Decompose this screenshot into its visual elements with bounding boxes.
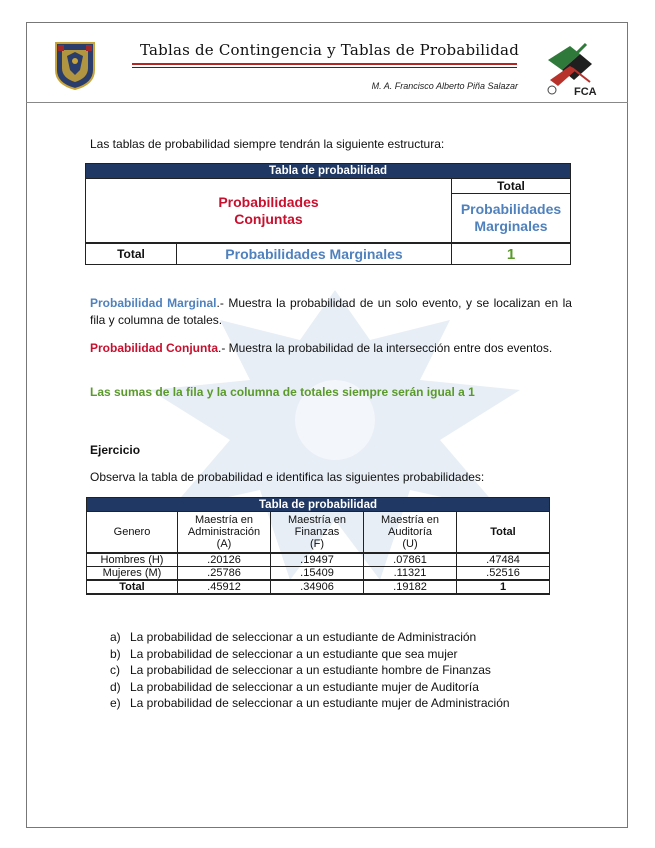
exercise-table-title: Tabla de probabilidad (87, 498, 550, 512)
cell-value: .20126 (178, 553, 271, 567)
total-cell-a: .45912 (178, 580, 271, 594)
title-underline-dark (132, 67, 517, 68)
grand-total: 1 (457, 580, 550, 594)
total-cell-f: .34906 (271, 580, 364, 594)
table-row (87, 567, 550, 581)
grand-total-cell: 1 (452, 243, 571, 265)
joint-term: Probabilidad Conjunta (90, 341, 218, 355)
corner-header: Genero (87, 512, 178, 554)
question-letter: c) (110, 663, 120, 677)
col-u-line-2: Auditoría (387, 526, 433, 538)
row-total: .47484 (457, 553, 550, 567)
question-text: La probabilidad de seleccionar a un estudiante hombre de Finanzas (130, 663, 491, 677)
row-total: .52516 (457, 567, 550, 581)
col-u-line-1: Maestría en (380, 514, 440, 526)
col-u-line-3: (U) (402, 538, 418, 550)
document-title: Tablas de Contingencia y Tablas de Probabilidad (140, 41, 520, 59)
cell-value: .15409 (271, 567, 364, 581)
fca-logo-text: FCA (574, 86, 597, 98)
row-label: Hombres (H) (87, 553, 178, 567)
marginal-term: Probabilidad Marginal (90, 296, 217, 310)
list-item (110, 662, 510, 679)
cell-value: .07861 (364, 553, 457, 567)
question-letter: e) (110, 696, 121, 710)
exercise-probability-table (86, 497, 550, 595)
unam-crest-logo (52, 40, 98, 90)
col-f-line-1: Maestría en (287, 514, 347, 526)
joint-probabilities-cell (86, 179, 452, 244)
total-row-label: Total (87, 580, 178, 594)
total-cell-u: .19182 (364, 580, 457, 594)
marginal-row-cell: Probabilidades Marginales (177, 243, 452, 265)
question-letter: d) (110, 679, 121, 694)
joint-line-1: Probabilidades (218, 193, 319, 210)
structure-total-header: Total (452, 179, 571, 194)
structure-total-row-label: Total (86, 243, 177, 265)
marginal-text: .- Muestra la probabilidad de un solo evento, y se localizan en la fila y columna de totales. (90, 296, 572, 327)
question-letter: a) (110, 630, 121, 644)
total-row (87, 580, 550, 594)
marginal-col-line-2: Marginales (474, 218, 548, 234)
question-letter: b) (110, 646, 121, 661)
structure-table-title: Tabla de probabilidad (86, 164, 571, 179)
column-header-f (271, 512, 364, 554)
question-text: La probabilidad de seleccionar a un estudiante mujer de Auditoría (130, 679, 479, 694)
table-row (87, 553, 550, 567)
total-column-header: Total (457, 512, 550, 554)
author-name: M. A. Francisco Alberto Piña Salazar (371, 81, 518, 91)
header-divider (26, 102, 628, 103)
list-item (110, 679, 510, 696)
column-header-u (364, 512, 457, 554)
structure-table (85, 163, 571, 265)
sum-rule-text: Las sumas de la fila y la columna de totales siempre serán igual a 1 (90, 385, 475, 399)
column-header-a (178, 512, 271, 554)
list-item (110, 646, 510, 663)
exercise-instruction: Observa la tabla de probabilidad e identifica las siguientes probabilidades: (90, 470, 485, 484)
list-item (110, 695, 510, 712)
col-a-line-2: Administración (187, 526, 261, 538)
marginal-col-line-1: Probabilidades (460, 201, 562, 217)
question-list (110, 629, 510, 712)
col-a-line-1: Maestría en (194, 514, 254, 526)
col-f-line-3: (F) (309, 538, 325, 550)
marginal-definition (90, 295, 572, 329)
joint-text: .- Muestra la probabilidad de la intersección entre dos eventos. (218, 341, 553, 355)
question-text: La probabilidad de seleccionar a un estudiante mujer de Administración (130, 696, 510, 710)
title-underline-red (132, 63, 517, 65)
cell-value: .19497 (271, 553, 364, 567)
col-a-line-3: (A) (216, 538, 232, 550)
fca-logo (540, 40, 602, 98)
question-text: La probabilidad de seleccionar a un estudiante de Administración (130, 630, 477, 644)
joint-definition (90, 340, 572, 357)
cell-value: .25786 (178, 567, 271, 581)
exercise-heading: Ejercicio (90, 443, 141, 457)
cell-value: .11321 (364, 567, 457, 581)
list-item (110, 629, 510, 646)
joint-line-2: Conjuntas (234, 210, 303, 227)
question-text: La probabilidad de seleccionar a un estudiante que sea mujer (130, 646, 458, 661)
intro-text: Las tablas de probabilidad siempre tendrán la siguiente estructura: (90, 137, 445, 151)
col-f-line-2: Finanzas (294, 526, 340, 538)
marginal-column-cell (452, 194, 571, 244)
row-label: Mujeres (M) (87, 567, 178, 581)
